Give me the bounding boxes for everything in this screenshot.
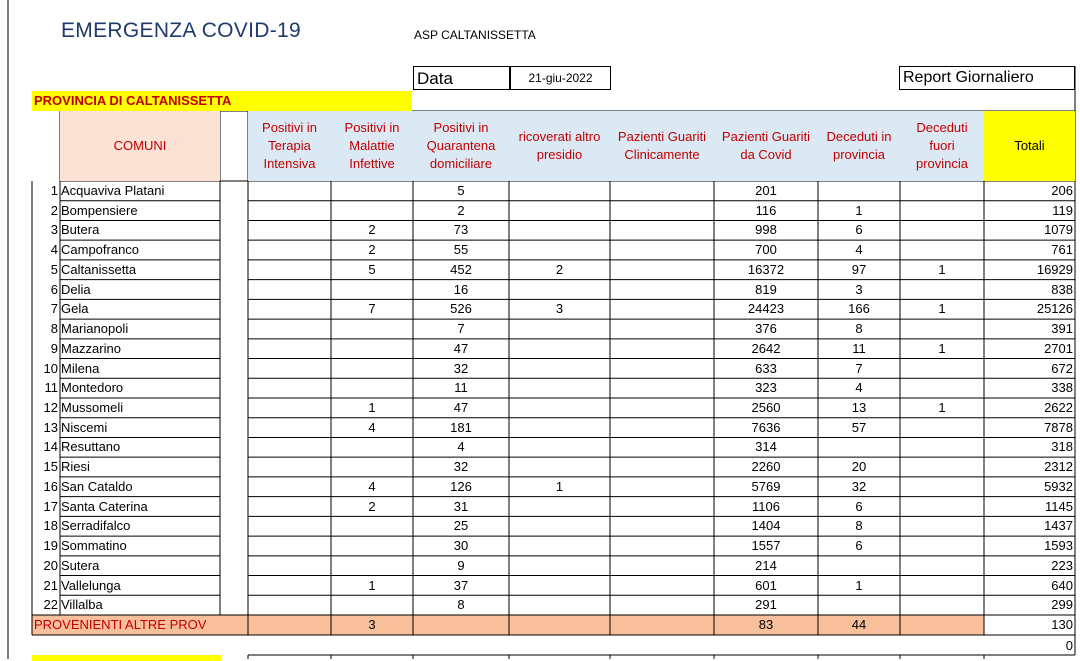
cell-terapia[interactable] [248,319,331,338]
cell-guariti-covid[interactable]: 2260 [751,459,781,475]
cell-malattie[interactable] [331,595,413,614]
cell-guariti-clin[interactable] [610,418,714,437]
row-number: 6 [50,281,58,297]
cell-deceduti-prov[interactable]: 1 [855,577,863,593]
cell-totali[interactable]: 1079 [1044,222,1073,238]
header-totali: Totali [984,111,1075,181]
cell-quarantena[interactable]: 8 [457,597,465,613]
row-number: 1 [50,183,58,198]
footer-deceduti-fuori[interactable] [900,615,984,635]
header-ricoverati: ricoverati altro presidio [509,111,610,181]
cell-terapia[interactable] [248,220,331,239]
row-number: 5 [50,261,58,277]
cell-guariti-clin[interactable] [610,437,714,456]
cell-ricoverati[interactable]: 1 [555,478,564,494]
row-number: 22 [43,597,58,613]
header-deceduti-prov: Deceduti in provincia [818,111,900,181]
comune-name: Villalba [61,597,103,613]
cell-quarantena[interactable]: 37 [453,577,469,593]
cell-guariti-covid[interactable]: 24423 [747,301,785,317]
comune-name: Sommatino [61,538,127,554]
cell-terapia[interactable] [248,339,331,358]
cell-terapia[interactable] [248,260,331,279]
cell-ricoverati[interactable] [509,181,610,200]
cell-guariti-clin[interactable] [610,595,714,614]
cell-quarantena[interactable]: 181 [450,419,472,435]
cell-guariti-covid[interactable]: 998 [755,222,777,238]
header-terapia: Positivi in Terapia Intensiva [248,111,331,181]
cell-deceduti-prov[interactable]: 6 [855,538,863,554]
cell-terapia[interactable] [248,240,331,259]
cell-deceduti-fuori[interactable] [900,457,984,476]
cell-deceduti-fuori[interactable] [900,378,984,397]
cell-guariti-covid[interactable]: 376 [755,321,777,337]
cell-ricoverati[interactable] [509,398,610,417]
cell-ricoverati[interactable] [509,576,610,595]
cell-malattie[interactable] [331,437,413,456]
header-guariti-covid: Pazienti Guariti da Covid [714,111,818,181]
footer-malattie[interactable]: 3 [368,617,376,632]
header-deceduti-fuori: Deceduti fuori provincia [900,111,984,181]
cell-ricoverati[interactable] [509,418,610,437]
cell-guariti-clin[interactable] [610,457,714,476]
cell-guariti-covid[interactable]: 601 [755,577,777,593]
cell-guariti-covid[interactable]: 2560 [751,400,781,415]
header-quarantena: Positivi in Quarantena domiciliare [413,111,509,181]
footer-quarantena[interactable] [413,615,509,635]
cell-terapia[interactable] [248,437,331,456]
cell-deceduti-prov[interactable]: 4 [855,242,863,258]
cell-malattie[interactable] [331,457,413,476]
cell-malattie[interactable] [331,319,413,338]
cell-guariti-covid[interactable]: 1557 [751,538,781,554]
cell-deceduti-prov[interactable]: 166 [848,301,870,317]
comune-name: Serradifalco [61,518,131,534]
cell-deceduti-prov[interactable]: 3 [855,281,863,297]
comune-name: Sutera [61,557,100,573]
cell-deceduti-fuori[interactable] [900,319,984,338]
cell-malattie[interactable] [331,181,413,200]
cell-quarantena[interactable]: 32 [453,360,469,376]
comune-name: Caltanissetta [61,261,137,277]
cell-guariti-clin[interactable] [610,280,714,299]
cell-quarantena[interactable]: 25 [453,518,469,534]
cell-malattie[interactable] [331,339,413,358]
cell-deceduti-prov[interactable]: 1 [855,202,863,218]
cell-guariti-covid[interactable]: 1404 [751,518,781,534]
cell-terapia[interactable] [248,299,331,318]
comune-name: Butera [61,222,100,238]
cell-ricoverati[interactable] [509,516,610,535]
cell-terapia[interactable] [248,576,331,595]
cell-malattie[interactable]: 2 [368,222,376,238]
cell-deceduti-fuori[interactable] [900,240,984,259]
cell-ricoverati[interactable] [509,339,610,358]
cell-totali[interactable]: 16929 [1036,261,1073,277]
cell-terapia[interactable] [248,536,331,555]
cell-terapia[interactable] [248,516,331,535]
cell-malattie[interactable] [331,536,413,555]
row-number: 20 [43,557,58,573]
comune-name: Montedoro [61,380,124,396]
row-number: 7 [50,301,58,317]
cell-guariti-clin[interactable] [610,576,714,595]
cell-ricoverati[interactable] [509,457,610,476]
comune-name: Campofranco [61,242,140,258]
cell-totali[interactable]: 119 [1052,202,1073,218]
footer-totali[interactable]: 130 [1051,617,1073,632]
cell-deceduti-prov[interactable] [818,181,900,200]
cell-terapia[interactable] [248,457,331,476]
cell-deceduti-fuori[interactable] [900,437,984,456]
cell-malattie[interactable]: 2 [368,242,376,258]
cell-guariti-clin[interactable] [610,240,714,259]
row-number: 15 [43,459,58,475]
cell-quarantena[interactable]: 55 [453,242,469,258]
cell-deceduti-fuori[interactable]: 1 [938,301,946,317]
cell-deceduti-prov[interactable]: 57 [851,419,867,435]
cell-deceduti-fuori[interactable] [900,220,984,239]
cell-guariti-clin[interactable] [610,477,714,496]
comune-name: Riesi [61,459,90,475]
cell-deceduti-prov[interactable]: 6 [855,498,863,514]
cell-malattie[interactable] [331,516,413,535]
cell-guariti-clin[interactable] [610,556,714,575]
cell-ricoverati[interactable] [509,556,610,575]
row-number: 10 [43,360,58,376]
cell-totali[interactable]: 206 [1051,183,1073,198]
cell-deceduti-prov[interactable] [818,556,900,575]
report-label: Report Giornaliero [899,66,1075,90]
cell-deceduti-prov[interactable]: 11 [852,340,866,356]
header-malattie: Positivi in Malattie Infettive [331,111,413,181]
cell-quarantena[interactable]: 47 [453,400,469,415]
cell-guariti-covid[interactable]: 314 [755,439,777,455]
cell-deceduti-fuori[interactable] [900,280,984,299]
cell-quarantena[interactable]: 11 [454,380,468,396]
cell-terapia[interactable] [248,181,331,200]
row-number: 8 [50,321,58,337]
cell-totali[interactable]: 25126 [1036,301,1073,317]
asp-label: ASP CALTANISSETTA [414,28,536,42]
cell-guariti-clin[interactable] [610,260,714,279]
cell-deceduti-fuori[interactable]: 1 [938,340,946,356]
cell-quarantena[interactable]: 5 [457,183,465,198]
row-number: 2 [50,202,58,218]
cell-guariti-clin[interactable] [610,201,714,220]
cell-guariti-covid[interactable]: 201 [755,183,777,198]
cell-totali[interactable]: 1437 [1044,518,1073,534]
cell-malattie[interactable] [331,201,413,220]
cell-guariti-covid[interactable]: 116 [755,202,777,218]
cell-totali[interactable]: 2622 [1044,400,1073,415]
cell-deceduti-prov[interactable]: 13 [851,400,867,415]
comune-name: Gela [61,301,89,317]
cell-guariti-covid[interactable]: 700 [755,242,777,258]
cell-malattie[interactable]: 4 [368,478,376,494]
date-label: Data [413,66,510,90]
row-number: 16 [43,478,58,494]
cell-deceduti-prov[interactable]: 8 [855,321,863,337]
cell-guariti-covid[interactable]: 5769 [751,478,781,494]
cell-quarantena[interactable]: 7 [457,321,465,337]
cell-deceduti-fuori[interactable] [900,201,984,220]
cell-guariti-covid[interactable]: 16372 [747,261,785,277]
cell-totali[interactable]: 838 [1051,281,1073,297]
row-number: 11 [44,380,58,396]
cell-quarantena[interactable]: 47 [453,340,469,356]
cell-guariti-clin[interactable] [610,398,714,417]
cell-totali[interactable]: 1593 [1044,538,1073,554]
cell-guariti-covid[interactable]: 291 [755,597,777,613]
row-number: 21 [43,577,58,593]
cell-guariti-covid[interactable]: 633 [755,360,777,376]
cell-quarantena[interactable]: 526 [450,301,472,317]
row-number: 3 [50,222,58,238]
comune-name: Mussomeli [61,400,124,415]
cell-deceduti-fuori[interactable]: 1 [938,261,946,277]
header-guariti-clin: Pazienti Guariti Clinicamente [610,111,714,181]
cell-quarantena[interactable]: 16 [453,281,469,297]
cell-deceduti-prov[interactable]: 6 [855,222,863,238]
cell-guariti-clin[interactable] [610,181,714,200]
cell-totali[interactable]: 223 [1051,557,1073,573]
grand-total[interactable]: 0 [1065,638,1073,653]
cell-deceduti-prov[interactable]: 97 [851,261,867,277]
comune-name: Delia [61,281,91,297]
cell-totali[interactable]: 672 [1051,360,1073,376]
cell-quarantena[interactable]: 2 [457,202,465,218]
cell-deceduti-fuori[interactable] [900,497,984,516]
cell-deceduti-prov[interactable] [818,595,900,614]
cell-guariti-clin[interactable] [610,339,714,358]
cell-malattie[interactable] [331,280,413,299]
cell-malattie[interactable]: 2 [368,498,376,514]
header-comuni: COMUNI [60,111,220,181]
cell-malattie[interactable]: 1 [368,577,376,593]
cell-guariti-clin[interactable] [610,359,714,378]
cell-terapia[interactable] [248,378,331,397]
cell-deceduti-fuori[interactable] [900,556,984,575]
cell-guariti-clin[interactable] [610,516,714,535]
row-number: 13 [43,419,58,435]
cell-deceduti-prov[interactable]: 8 [855,518,863,534]
cell-quarantena[interactable]: 32 [453,459,469,475]
cell-malattie[interactable] [331,378,413,397]
cell-ricoverati[interactable] [509,378,610,397]
cell-malattie[interactable]: 4 [368,419,376,435]
cell-ricoverati[interactable] [509,595,610,614]
cell-guariti-covid[interactable]: 7636 [751,419,781,435]
cell-deceduti-fuori[interactable] [900,477,984,496]
cell-deceduti-prov[interactable]: 20 [851,459,867,475]
cell-ricoverati[interactable] [509,437,610,456]
comune-name: Acquaviva Platani [61,183,165,198]
cell-terapia[interactable] [248,359,331,378]
cell-deceduti-fuori[interactable] [900,576,984,595]
row-number: 17 [43,498,58,514]
cell-quarantena[interactable]: 126 [450,478,472,494]
cell-totali[interactable]: 5932 [1044,478,1073,494]
row-number: 19 [43,538,58,554]
row-number: 12 [43,400,58,415]
cell-deceduti-fuori[interactable] [900,516,984,535]
cell-totali[interactable]: 1145 [1045,498,1073,514]
cell-ricoverati[interactable] [509,497,610,516]
footer-deceduti-prov[interactable]: 44 [851,617,867,632]
cell-deceduti-fuori[interactable] [900,536,984,555]
cell-ricoverati[interactable] [509,201,610,220]
cell-ricoverati[interactable] [509,220,610,239]
footer-label: PROVENIENTI ALTRE PROV [34,617,207,632]
cell-guariti-clin[interactable] [610,319,714,338]
date-value[interactable]: 21-giu-2022 [510,66,611,90]
cell-ricoverati[interactable]: 2 [555,261,564,277]
cell-deceduti-fuori[interactable] [900,418,984,437]
cell-guariti-clin[interactable] [610,378,714,397]
cell-quarantena[interactable]: 31 [453,498,469,514]
cell-terapia[interactable] [248,418,331,437]
cell-guariti-clin[interactable] [610,220,714,239]
cell-terapia[interactable] [248,477,331,496]
cell-ricoverati[interactable] [509,536,610,555]
footer-terapia[interactable] [248,615,331,635]
comune-name: Bompensiere [61,202,138,218]
cell-deceduti-fuori[interactable] [900,359,984,378]
cell-guariti-clin[interactable] [610,497,714,516]
cell-deceduti-prov[interactable]: 7 [855,360,863,376]
row-number: 18 [43,518,58,534]
cell-terapia[interactable] [248,556,331,575]
cell-terapia[interactable] [248,595,331,614]
cell-totali[interactable]: 299 [1051,597,1073,613]
comune-name: Marianopoli [61,321,129,337]
footer-guariti-covid[interactable]: 83 [758,617,774,632]
page-title: EMERGENZA COVID-19 [61,19,301,42]
provincia-label: PROVINCIA DI CALTANISSETTA [32,91,412,111]
cell-quarantena[interactable]: 4 [457,439,465,455]
cell-ricoverati[interactable]: 3 [555,301,564,317]
cell-deceduti-prov[interactable]: 4 [855,380,863,396]
cell-terapia[interactable] [248,398,331,417]
comune-name: Resuttano [61,439,121,455]
cell-malattie[interactable]: 1 [368,400,376,415]
row-number: 14 [43,439,58,455]
row-number: 4 [50,242,58,258]
cell-terapia[interactable] [248,280,331,299]
cell-malattie[interactable] [331,556,413,575]
row-number: 9 [50,340,58,356]
comune-name: San Cataldo [61,478,133,494]
cell-totali[interactable]: 391 [1051,321,1073,337]
comune-name: Mazzarino [61,340,121,356]
footer-guariti-clin[interactable] [610,615,714,635]
comune-name: Niscemi [61,419,108,435]
cell-totali[interactable]: 2312 [1044,459,1073,475]
cell-guariti-covid[interactable]: 2642 [751,340,781,356]
cell-malattie[interactable] [331,359,413,378]
cell-guariti-covid[interactable]: 323 [755,380,777,396]
cell-totali[interactable]: 640 [1051,577,1073,593]
cell-totali[interactable]: 318 [1051,439,1073,455]
cell-deceduti-fuori[interactable]: 1 [938,400,946,415]
cell-quarantena[interactable]: 9 [457,557,465,573]
cell-deceduti-prov[interactable]: 32 [851,478,867,494]
cell-deceduti-prov[interactable] [818,437,900,456]
cell-guariti-covid[interactable]: 1106 [752,498,780,514]
cell-terapia[interactable] [248,201,331,220]
cell-totali[interactable]: 7878 [1044,419,1073,435]
cell-guariti-clin[interactable] [610,536,714,555]
cell-ricoverati[interactable] [509,280,610,299]
cell-ricoverati[interactable] [509,240,610,259]
cell-deceduti-fuori[interactable] [900,595,984,614]
cell-totali[interactable]: 338 [1051,380,1073,396]
cell-ricoverati[interactable] [509,319,610,338]
footer-ricoverati[interactable] [509,615,610,635]
cell-quarantena[interactable]: 452 [450,261,472,277]
cell-malattie[interactable]: 5 [368,261,376,277]
cell-guariti-covid[interactable]: 214 [755,557,777,573]
cell-deceduti-fuori[interactable] [900,181,984,200]
cell-guariti-clin[interactable] [610,299,714,318]
cell-totali[interactable]: 761 [1051,242,1073,258]
comune-name: Milena [61,360,100,376]
cell-terapia[interactable] [248,497,331,516]
cell-quarantena[interactable]: 30 [453,538,469,554]
cell-malattie[interactable]: 7 [368,301,376,317]
comune-name: Vallelunga [61,577,121,593]
comune-name: Santa Caterina [61,498,148,514]
yellow-bar [32,655,221,661]
cell-quarantena[interactable]: 73 [453,222,469,238]
cell-ricoverati[interactable] [509,359,610,378]
cell-totali[interactable]: 2701 [1044,340,1073,356]
cell-guariti-covid[interactable]: 819 [755,281,777,297]
